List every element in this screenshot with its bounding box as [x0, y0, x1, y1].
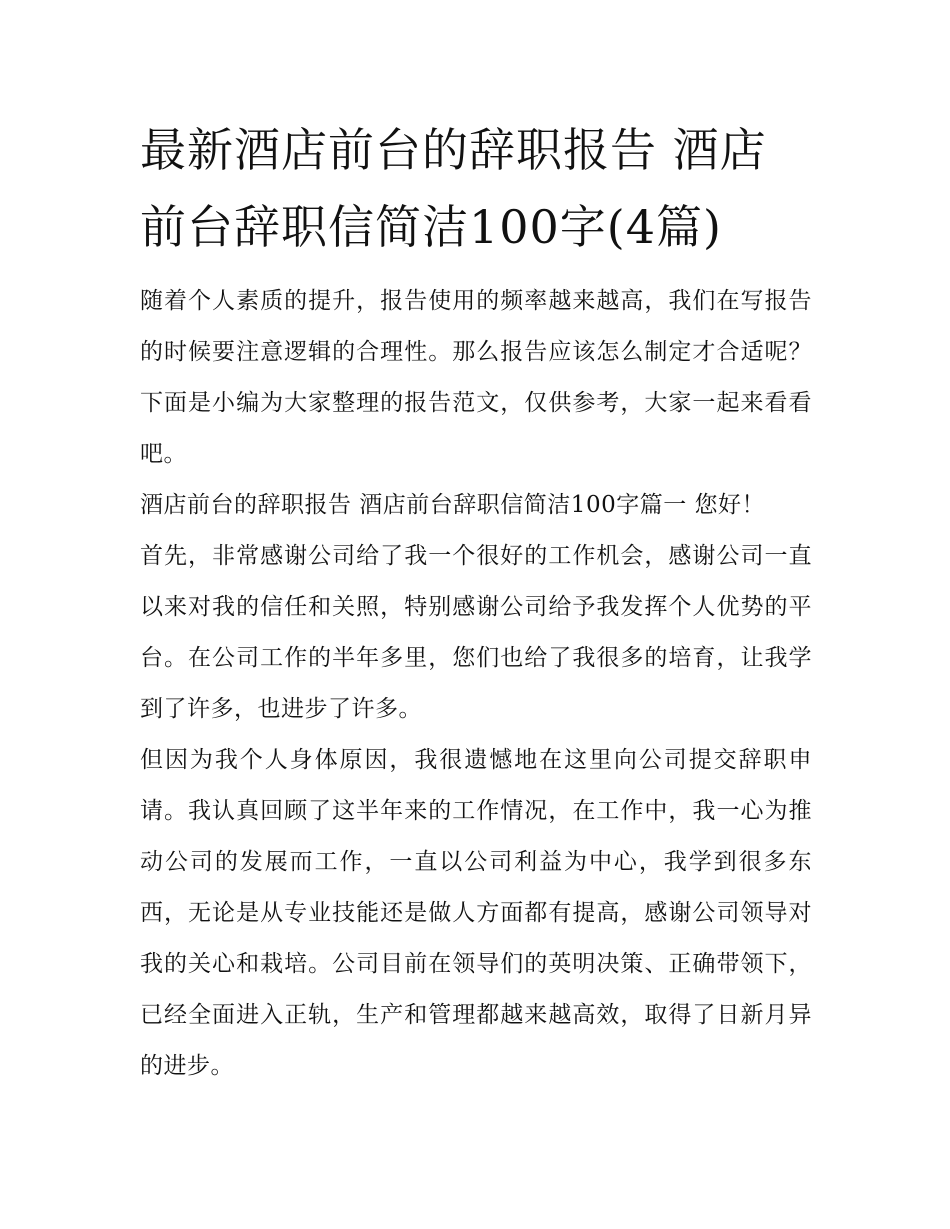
document-body — [140, 112, 812, 1092]
intro-paragraph: 随着个人素质的提升，报告使用的频率越来越高，我们在写报告的时候要注意逻辑的合理性。那么报告应该怎么制定才合适呢？下面是小编为大家整理的报告范文，仅供参考，大家一起来看看吧。 — [140, 288, 812, 467]
section-heading-paragraph: 酒店前台的辞职报告 酒店前台辞职信简洁100字篇一 您好！ — [140, 492, 766, 518]
body-paragraph-thanks: 首先，非常感谢公司给了我一个很好的工作机会，感谢公司一直以来对我的信任和关照，特别感谢公司给予我发挥个人优势的平台。在公司工作的半年多里，您们也给了我很多的培育，让我学到了许多，也进步了许多。 — [140, 543, 812, 722]
document-title: 最新酒店前台的辞职报告 酒店前台辞职信简洁100字(4篇) — [140, 123, 767, 254]
body-paragraph-resignation: 但因为我个人身体原因，我很遗憾地在这里向公司提交辞职申请。我认真回顾了这半年来的工作情况，在工作中，我一心为推动公司的发展而工作，一直以公司利益为中心，我学到很多东西，无论是从专业技能还是做人方面都有提高，感谢公司领导对我的关心和栽培。公司目前在领导们的英明决策、正确带领下，已经全面进入正轨，生产和管理都越来越高效，取得了日新月异的进步。 — [140, 747, 812, 1079]
